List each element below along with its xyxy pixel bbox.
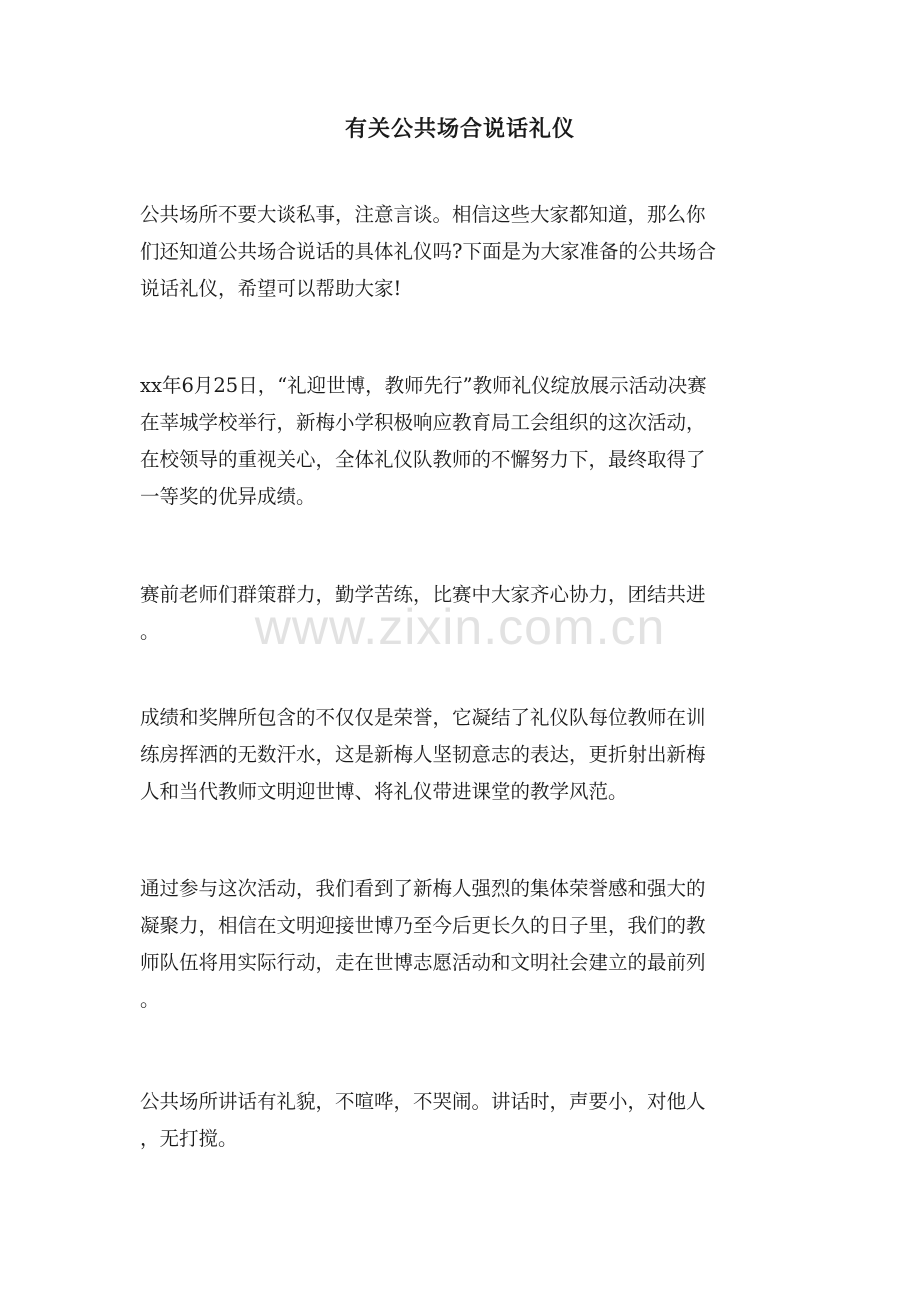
paragraph-line: 练房挥洒的无数汗水，这是新梅人坚韧意志的表达，更折射出新梅 (140, 743, 706, 766)
paragraph-6 (140, 1083, 780, 1157)
paragraph-line: 人和当代教师文明迎世博、将礼仪带进课堂的教学风范。 (140, 780, 628, 803)
document-title: 有关公共场合说话礼仪 (344, 116, 575, 142)
paragraph-3 (140, 576, 780, 650)
paragraph-line: xx年6月25日，“礼迎世博，教师先行”教师礼仪绽放展示活动决赛 (140, 374, 707, 397)
paragraph-line: 说话礼仪，希望可以帮助大家! (140, 277, 402, 300)
paragraph-line: ，无打搅。 (140, 1127, 238, 1150)
paragraph-line: 。 (140, 620, 160, 643)
paragraph-line: 成绩和奖牌所包含的不仅仅是荣誉，它凝结了礼仪队每位教师在训 (140, 706, 706, 729)
paragraph-line: 凝聚力，相信在文明迎接世博乃至今后更长久的日子里，我们的教 (140, 914, 706, 937)
paragraph-line: 赛前老师们群策群力，勤学苦练，比赛中大家齐心协力，团结共进 (140, 583, 706, 606)
paragraph-2 (140, 367, 780, 515)
paragraph-line: 们还知道公共场合说话的具体礼仪吗?下面是为大家准备的公共场合 (140, 240, 716, 263)
paragraph-line: 在莘城学校举行，新梅小学积极响应教育局工会组织的这次活动， (140, 411, 706, 434)
paragraph-line: 师队伍将用实际行动，走在世博志愿活动和文明社会建立的最前列 (140, 951, 706, 974)
paragraph-1 (140, 196, 780, 307)
paragraph-line: 在校领导的重视关心，全体礼仪队教师的不懈努力下，最终取得了 (140, 448, 706, 471)
paragraph-line: 公共场所讲话有礼貌，不喧哗，不哭闹。讲话时，声要小，对他人 (140, 1090, 706, 1113)
paragraph-line: 一等奖的优异成绩。 (140, 485, 316, 508)
paragraph-5 (140, 870, 780, 1018)
paragraph-line: 。 (140, 988, 160, 1011)
paragraph-line: 通过参与这次活动，我们看到了新梅人强烈的集体荣誉感和强大的 (140, 877, 706, 900)
watermark: www.zixin.com.cn (254, 599, 666, 655)
paragraph-4 (140, 699, 780, 810)
paragraph-line: 公共场所不要大谈私事，注意言谈。相信这些大家都知道，那么你 (140, 203, 706, 226)
